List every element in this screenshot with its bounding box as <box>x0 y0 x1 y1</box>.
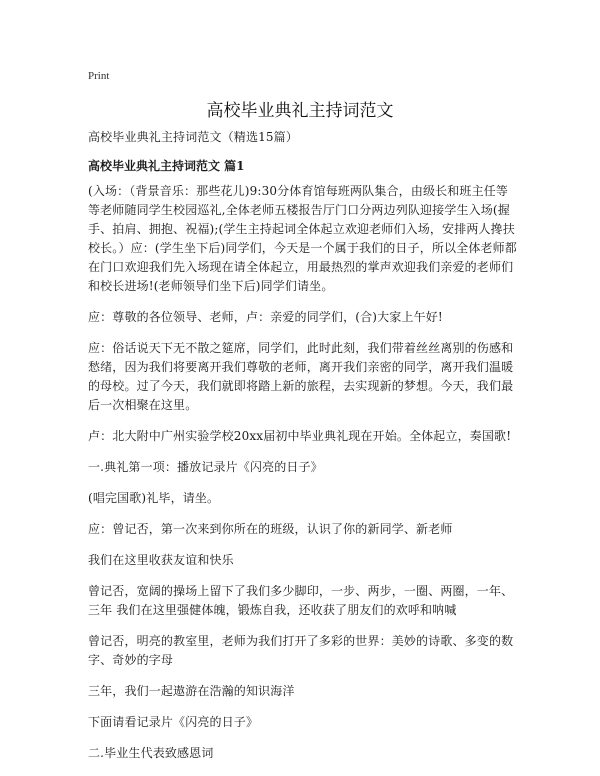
paragraph: 一.典礼第一项：播放记录片《闪亮的日子》 <box>88 460 323 474</box>
document-body <box>88 128 518 775</box>
paragraph: (唱完国歌)礼毕，请坐。 <box>88 491 220 505</box>
print-link[interactable]: Print <box>88 70 110 82</box>
paragraph: 卢：北大附中广州实验学校20xx届初中毕业典礼现在开始。全体起立，奏国歌! <box>88 429 512 443</box>
paragraph: 我们在这里收获友谊和快乐 <box>88 553 234 567</box>
paragraph: 二.毕业生代表致感恩词 <box>88 746 214 760</box>
paragraph: 下面请看记录片《闪亮的日子》 <box>88 715 259 729</box>
paragraph: 三年，我们一起遨游在浩瀚的知识海洋 <box>88 684 295 698</box>
document-subtitle: 高校毕业典礼主持词范文（精选15篇） <box>88 130 298 144</box>
paragraph: 应：尊敬的各位领导、老师，卢：亲爱的同学们，(合)大家上午好! <box>88 310 443 324</box>
paragraph: 应：曾记否，第一次来到你所在的班级，认识了你的新同学、新老师 <box>88 522 453 536</box>
section-heading: 高校毕业典礼主持词范文 篇1 <box>88 159 245 173</box>
paragraph: (入场：（背景音乐：那些花儿)9:30分体育馆每班两队集合，由级长和班主任等等老师随同学生校园巡礼,全体老师五楼报告厅门口分两边列队迎接学生入场(握手、拍肩、拥抱、祝福);(学生主持起词全体起立欢迎老师们入场，安排两人搀扶校长。）应：(学生坐下后)同学们，今天是一个属于我们的日子，所以全体老师都在门口欢迎我们先入场现在请全体起立，用最热烈的掌声欢迎我们亲爱的老师们和校长进场!(老师领导们坐下后)同学们请坐。 <box>88 184 517 293</box>
paragraph: 曾记否，明亮的教室里，老师为我们打开了多彩的世界：美妙的诗歌、多变的数字、奇妙的字母 <box>88 634 514 667</box>
paragraph: 曾记否，宽阔的操场上留下了我们多少脚印，一步、两步，一圈、两圈，一年、三年 我们在这里强健体魄，锻炼自我，还收获了朋友们的欢呼和呐喊 <box>88 584 514 617</box>
paragraph: 应：俗话说天下无不散之筵席，同学们，此时此刻，我们带着丝丝离别的伤感和愁绪，因为我们将要离开我们尊敬的老师，离开我们亲密的同学，离开我们温暖的母校。过了今天，我们就即将踏上新的旅程，去实现新的梦想。今天，我们最后一次相聚在这里。 <box>88 341 514 412</box>
page-title: 高校毕业典礼主持词范文 <box>206 101 394 121</box>
